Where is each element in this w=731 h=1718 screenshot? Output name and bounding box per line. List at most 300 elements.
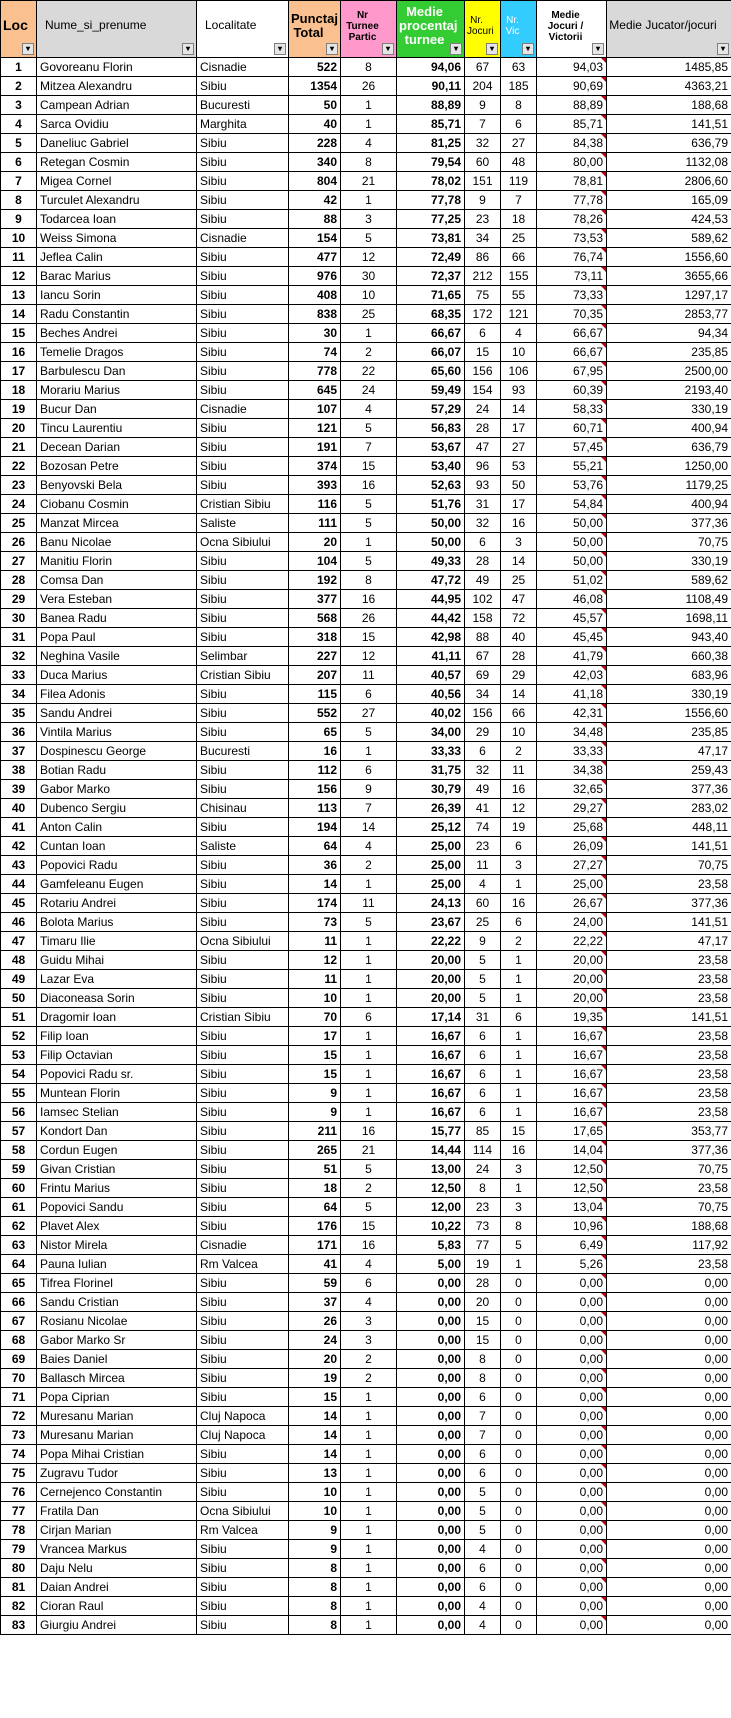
cell-medie-procentaj[interactable]: 25,00 [397,875,465,894]
cell-turnee[interactable]: 8 [341,153,397,172]
cell-victorii[interactable]: 14 [501,685,537,704]
cell-medie-jocuri-victorii[interactable]: 0,00 [537,1293,607,1312]
cell-medie-jucator-jocuri[interactable]: 2193,40 [607,381,731,400]
cell-victorii[interactable]: 16 [501,894,537,913]
cell-turnee[interactable]: 4 [341,134,397,153]
cell-nume[interactable]: Rotariu Andrei [37,894,197,913]
cell-nume[interactable]: Cuntan Ioan [37,837,197,856]
cell-loc[interactable]: 47 [1,932,37,951]
cell-punctaj[interactable]: 9 [289,1103,341,1122]
cell-punctaj[interactable]: 265 [289,1141,341,1160]
cell-medie-jucator-jocuri[interactable]: 448,11 [607,818,731,837]
cell-medie-procentaj[interactable]: 0,00 [397,1274,465,1293]
cell-loc[interactable]: 3 [1,96,37,115]
cell-victorii[interactable]: 25 [501,571,537,590]
cell-jocuri[interactable]: 7 [465,1407,501,1426]
cell-turnee[interactable]: 1 [341,1445,397,1464]
cell-nume[interactable]: Todarcea Ioan [37,210,197,229]
cell-loc[interactable]: 17 [1,362,37,381]
cell-loc[interactable]: 78 [1,1521,37,1540]
cell-victorii[interactable]: 93 [501,381,537,400]
cell-localitate[interactable]: Sibiu [197,1217,289,1236]
cell-medie-jocuri-victorii[interactable]: 41,18 [537,685,607,704]
cell-medie-procentaj[interactable]: 0,00 [397,1331,465,1350]
cell-nume[interactable]: Muresanu Marian [37,1407,197,1426]
cell-loc[interactable]: 56 [1,1103,37,1122]
cell-nume[interactable]: Iamsec Stelian [37,1103,197,1122]
cell-medie-procentaj[interactable]: 53,40 [397,457,465,476]
cell-medie-jucator-jocuri[interactable]: 353,77 [607,1122,731,1141]
cell-medie-jucator-jocuri[interactable]: 117,92 [607,1236,731,1255]
cell-victorii[interactable]: 4 [501,324,537,343]
cell-localitate[interactable]: Sibiu [197,856,289,875]
cell-punctaj[interactable]: 26 [289,1312,341,1331]
cell-medie-procentaj[interactable]: 47,72 [397,571,465,590]
cell-jocuri[interactable]: 47 [465,438,501,457]
cell-loc[interactable]: 35 [1,704,37,723]
cell-victorii[interactable]: 28 [501,647,537,666]
cell-loc[interactable]: 64 [1,1255,37,1274]
cell-medie-jocuri-victorii[interactable]: 32,65 [537,780,607,799]
cell-jocuri[interactable]: 6 [465,1578,501,1597]
cell-victorii[interactable]: 25 [501,229,537,248]
cell-turnee[interactable]: 1 [341,1616,397,1635]
cell-nume[interactable]: Barac Marius [37,267,197,286]
cell-loc[interactable]: 32 [1,647,37,666]
cell-medie-jucator-jocuri[interactable]: 23,58 [607,970,731,989]
cell-punctaj[interactable]: 88 [289,210,341,229]
cell-nume[interactable]: Mitzea Alexandru [37,77,197,96]
cell-turnee[interactable]: 12 [341,647,397,666]
cell-punctaj[interactable]: 115 [289,685,341,704]
cell-jocuri[interactable]: 31 [465,495,501,514]
cell-nume[interactable]: Zugravu Tudor [37,1464,197,1483]
cell-nume[interactable]: Jeflea Calin [37,248,197,267]
cell-victorii[interactable]: 0 [501,1350,537,1369]
cell-medie-jucator-jocuri[interactable]: 70,75 [607,1198,731,1217]
cell-loc[interactable]: 80 [1,1559,37,1578]
cell-jocuri[interactable]: 5 [465,1502,501,1521]
cell-punctaj[interactable]: 227 [289,647,341,666]
cell-loc[interactable]: 76 [1,1483,37,1502]
cell-victorii[interactable]: 7 [501,191,537,210]
cell-turnee[interactable]: 1 [341,1464,397,1483]
cell-localitate[interactable]: Sibiu [197,723,289,742]
cell-loc[interactable]: 77 [1,1502,37,1521]
cell-turnee[interactable]: 5 [341,723,397,742]
cell-loc[interactable]: 24 [1,495,37,514]
cell-medie-procentaj[interactable]: 16,67 [397,1084,465,1103]
cell-medie-jocuri-victorii[interactable]: 27,27 [537,856,607,875]
cell-turnee[interactable]: 1 [341,932,397,951]
cell-turnee[interactable]: 4 [341,837,397,856]
cell-medie-jocuri-victorii[interactable]: 0,00 [537,1426,607,1445]
cell-localitate[interactable]: Sibiu [197,77,289,96]
cell-nume[interactable]: Bozosan Petre [37,457,197,476]
cell-victorii[interactable]: 66 [501,704,537,723]
cell-jocuri[interactable]: 60 [465,153,501,172]
cell-turnee[interactable]: 1 [341,970,397,989]
cell-medie-jocuri-victorii[interactable]: 0,00 [537,1540,607,1559]
cell-localitate[interactable]: Sibiu [197,210,289,229]
cell-loc[interactable]: 21 [1,438,37,457]
filter-dropdown-icon[interactable]: ▾ [522,43,534,55]
cell-localitate[interactable]: Sibiu [197,1483,289,1502]
cell-turnee[interactable]: 1 [341,742,397,761]
cell-medie-jocuri-victorii[interactable]: 0,00 [537,1312,607,1331]
cell-nume[interactable]: Plavet Alex [37,1217,197,1236]
cell-turnee[interactable]: 25 [341,305,397,324]
cell-jocuri[interactable]: 49 [465,780,501,799]
cell-punctaj[interactable]: 1354 [289,77,341,96]
cell-medie-procentaj[interactable]: 79,54 [397,153,465,172]
cell-medie-jucator-jocuri[interactable]: 943,40 [607,628,731,647]
cell-medie-jucator-jocuri[interactable]: 0,00 [607,1369,731,1388]
cell-punctaj[interactable]: 804 [289,172,341,191]
cell-medie-jocuri-victorii[interactable]: 94,03 [537,58,607,77]
cell-nume[interactable]: Guidu Mihai [37,951,197,970]
cell-punctaj[interactable]: 74 [289,343,341,362]
cell-medie-jucator-jocuri[interactable]: 47,17 [607,742,731,761]
cell-localitate[interactable]: Sibiu [197,970,289,989]
cell-jocuri[interactable]: 34 [465,685,501,704]
cell-medie-jocuri-victorii[interactable]: 90,69 [537,77,607,96]
cell-medie-jocuri-victorii[interactable]: 60,39 [537,381,607,400]
cell-localitate[interactable]: Cristian Sibiu [197,666,289,685]
cell-jocuri[interactable]: 6 [465,1559,501,1578]
cell-turnee[interactable]: 4 [341,1293,397,1312]
cell-medie-jucator-jocuri[interactable]: 636,79 [607,438,731,457]
cell-medie-jocuri-victorii[interactable]: 10,96 [537,1217,607,1236]
cell-medie-jocuri-victorii[interactable]: 50,00 [537,533,607,552]
cell-turnee[interactable]: 1 [341,875,397,894]
cell-loc[interactable]: 68 [1,1331,37,1350]
cell-nume[interactable]: Giurgiu Andrei [37,1616,197,1635]
cell-nume[interactable]: Banea Radu [37,609,197,628]
cell-punctaj[interactable]: 228 [289,134,341,153]
cell-jocuri[interactable]: 28 [465,552,501,571]
cell-medie-jucator-jocuri[interactable]: 188,68 [607,1217,731,1236]
cell-medie-jucator-jocuri[interactable]: 330,19 [607,400,731,419]
cell-medie-jocuri-victorii[interactable]: 0,00 [537,1369,607,1388]
cell-medie-procentaj[interactable]: 51,76 [397,495,465,514]
cell-medie-jucator-jocuri[interactable]: 70,75 [607,856,731,875]
cell-medie-jocuri-victorii[interactable]: 0,00 [537,1331,607,1350]
cell-loc[interactable]: 29 [1,590,37,609]
cell-victorii[interactable]: 1 [501,989,537,1008]
cell-turnee[interactable]: 26 [341,77,397,96]
cell-victorii[interactable]: 1 [501,1103,537,1122]
cell-localitate[interactable]: Sibiu [197,191,289,210]
cell-jocuri[interactable]: 102 [465,590,501,609]
cell-medie-procentaj[interactable]: 16,67 [397,1065,465,1084]
cell-loc[interactable]: 40 [1,799,37,818]
cell-nume[interactable]: Baies Daniel [37,1350,197,1369]
cell-localitate[interactable]: Selimbar [197,647,289,666]
cell-turnee[interactable]: 1 [341,1046,397,1065]
cell-turnee[interactable]: 11 [341,894,397,913]
cell-localitate[interactable]: Sibiu [197,438,289,457]
cell-nume[interactable]: Popovici Radu [37,856,197,875]
cell-jocuri[interactable]: 77 [465,1236,501,1255]
cell-localitate[interactable]: Cluj Napoca [197,1407,289,1426]
cell-localitate[interactable]: Sibiu [197,1597,289,1616]
cell-localitate[interactable]: Sibiu [197,1350,289,1369]
cell-victorii[interactable]: 12 [501,799,537,818]
cell-punctaj[interactable]: 211 [289,1122,341,1141]
cell-medie-jocuri-victorii[interactable]: 0,00 [537,1521,607,1540]
cell-loc[interactable]: 1 [1,58,37,77]
cell-punctaj[interactable]: 778 [289,362,341,381]
cell-medie-jocuri-victorii[interactable]: 0,00 [537,1464,607,1483]
cell-medie-jocuri-victorii[interactable]: 0,00 [537,1578,607,1597]
cell-loc[interactable]: 10 [1,229,37,248]
cell-turnee[interactable]: 1 [341,1407,397,1426]
cell-jocuri[interactable]: 32 [465,134,501,153]
cell-medie-procentaj[interactable]: 0,00 [397,1407,465,1426]
cell-medie-jocuri-victorii[interactable]: 55,21 [537,457,607,476]
cell-turnee[interactable]: 5 [341,514,397,533]
cell-medie-jocuri-victorii[interactable]: 50,00 [537,552,607,571]
cell-victorii[interactable]: 1 [501,1179,537,1198]
cell-medie-procentaj[interactable]: 0,00 [397,1540,465,1559]
cell-jocuri[interactable]: 60 [465,894,501,913]
cell-victorii[interactable]: 3 [501,1160,537,1179]
cell-jocuri[interactable]: 67 [465,58,501,77]
cell-medie-jocuri-victorii[interactable]: 53,76 [537,476,607,495]
cell-punctaj[interactable]: 14 [289,1426,341,1445]
cell-punctaj[interactable]: 408 [289,286,341,305]
cell-turnee[interactable]: 3 [341,1331,397,1350]
cell-turnee[interactable]: 5 [341,1198,397,1217]
cell-medie-jucator-jocuri[interactable]: 0,00 [607,1407,731,1426]
cell-medie-procentaj[interactable]: 0,00 [397,1426,465,1445]
cell-turnee[interactable]: 1 [341,1597,397,1616]
cell-turnee[interactable]: 1 [341,1578,397,1597]
cell-medie-jucator-jocuri[interactable]: 0,00 [607,1483,731,1502]
cell-loc[interactable]: 74 [1,1445,37,1464]
cell-punctaj[interactable]: 8 [289,1616,341,1635]
cell-punctaj[interactable]: 20 [289,1350,341,1369]
cell-medie-procentaj[interactable]: 72,37 [397,267,465,286]
cell-turnee[interactable]: 1 [341,1483,397,1502]
cell-victorii[interactable]: 53 [501,457,537,476]
cell-medie-procentaj[interactable]: 40,57 [397,666,465,685]
cell-victorii[interactable]: 1 [501,1046,537,1065]
cell-medie-jocuri-victorii[interactable]: 34,38 [537,761,607,780]
cell-jocuri[interactable]: 6 [465,1445,501,1464]
cell-medie-jucator-jocuri[interactable]: 1179,25 [607,476,731,495]
cell-loc[interactable]: 13 [1,286,37,305]
cell-victorii[interactable]: 10 [501,723,537,742]
cell-medie-procentaj[interactable]: 34,00 [397,723,465,742]
cell-loc[interactable]: 44 [1,875,37,894]
cell-nume[interactable]: Manzat Mircea [37,514,197,533]
filter-dropdown-icon[interactable]: ▾ [274,43,286,55]
cell-localitate[interactable]: Sibiu [197,1198,289,1217]
cell-punctaj[interactable]: 15 [289,1065,341,1084]
cell-nume[interactable]: Banu Nicolae [37,533,197,552]
cell-victorii[interactable]: 0 [501,1578,537,1597]
cell-jocuri[interactable]: 8 [465,1369,501,1388]
cell-jocuri[interactable]: 204 [465,77,501,96]
cell-punctaj[interactable]: 838 [289,305,341,324]
cell-victorii[interactable]: 0 [501,1426,537,1445]
cell-jocuri[interactable]: 23 [465,1198,501,1217]
cell-victorii[interactable]: 3 [501,533,537,552]
cell-victorii[interactable]: 27 [501,134,537,153]
cell-turnee[interactable]: 1 [341,324,397,343]
cell-punctaj[interactable]: 8 [289,1578,341,1597]
cell-medie-jocuri-victorii[interactable]: 58,33 [537,400,607,419]
cell-loc[interactable]: 5 [1,134,37,153]
cell-nume[interactable]: Muntean Florin [37,1084,197,1103]
cell-medie-procentaj[interactable]: 20,00 [397,989,465,1008]
cell-loc[interactable]: 79 [1,1540,37,1559]
cell-nume[interactable]: Retegan Cosmin [37,153,197,172]
cell-medie-procentaj[interactable]: 0,00 [397,1369,465,1388]
cell-victorii[interactable]: 185 [501,77,537,96]
cell-victorii[interactable]: 0 [501,1407,537,1426]
cell-turnee[interactable]: 16 [341,1236,397,1255]
cell-loc[interactable]: 63 [1,1236,37,1255]
cell-loc[interactable]: 27 [1,552,37,571]
cell-medie-procentaj[interactable]: 22,22 [397,932,465,951]
cell-medie-procentaj[interactable]: 78,02 [397,172,465,191]
cell-medie-jocuri-victorii[interactable]: 45,45 [537,628,607,647]
cell-nume[interactable]: Filip Octavian [37,1046,197,1065]
cell-turnee[interactable]: 2 [341,343,397,362]
cell-medie-jucator-jocuri[interactable]: 23,58 [607,951,731,970]
cell-victorii[interactable]: 15 [501,1122,537,1141]
cell-medie-procentaj[interactable]: 0,00 [397,1616,465,1635]
cell-localitate[interactable]: Sibiu [197,552,289,571]
cell-medie-jocuri-victorii[interactable]: 16,67 [537,1103,607,1122]
cell-loc[interactable]: 14 [1,305,37,324]
cell-medie-jucator-jocuri[interactable]: 683,96 [607,666,731,685]
cell-turnee[interactable]: 1 [341,191,397,210]
cell-medie-jucator-jocuri[interactable]: 0,00 [607,1350,731,1369]
cell-medie-jucator-jocuri[interactable]: 23,58 [607,1084,731,1103]
cell-localitate[interactable]: Sibiu [197,286,289,305]
cell-victorii[interactable]: 2 [501,742,537,761]
cell-loc[interactable]: 83 [1,1616,37,1635]
cell-victorii[interactable]: 2 [501,932,537,951]
cell-medie-jocuri-victorii[interactable]: 25,68 [537,818,607,837]
cell-jocuri[interactable]: 151 [465,172,501,191]
cell-victorii[interactable]: 0 [501,1521,537,1540]
cell-nume[interactable]: Dragomir Ioan [37,1008,197,1027]
cell-jocuri[interactable]: 114 [465,1141,501,1160]
cell-nume[interactable]: Campean Adrian [37,96,197,115]
cell-medie-procentaj[interactable]: 42,98 [397,628,465,647]
cell-victorii[interactable]: 1 [501,951,537,970]
cell-medie-jucator-jocuri[interactable]: 0,00 [607,1559,731,1578]
cell-victorii[interactable]: 47 [501,590,537,609]
cell-nume[interactable]: Pauna Iulian [37,1255,197,1274]
cell-loc[interactable]: 19 [1,400,37,419]
cell-jocuri[interactable]: 86 [465,248,501,267]
cell-loc[interactable]: 58 [1,1141,37,1160]
cell-medie-jucator-jocuri[interactable]: 1556,60 [607,248,731,267]
cell-medie-procentaj[interactable]: 14,44 [397,1141,465,1160]
cell-medie-jucator-jocuri[interactable]: 0,00 [607,1597,731,1616]
cell-localitate[interactable]: Rm Valcea [197,1521,289,1540]
cell-medie-jucator-jocuri[interactable]: 94,34 [607,324,731,343]
cell-loc[interactable]: 45 [1,894,37,913]
cell-victorii[interactable]: 1 [501,1065,537,1084]
cell-medie-jocuri-victorii[interactable]: 20,00 [537,989,607,1008]
cell-medie-jucator-jocuri[interactable]: 589,62 [607,571,731,590]
cell-medie-procentaj[interactable]: 25,00 [397,837,465,856]
cell-loc[interactable]: 36 [1,723,37,742]
cell-nume[interactable]: Daian Andrei [37,1578,197,1597]
cell-turnee[interactable]: 5 [341,495,397,514]
cell-nume[interactable]: Dubenco Sergiu [37,799,197,818]
cell-medie-jucator-jocuri[interactable]: 0,00 [607,1293,731,1312]
cell-nume[interactable]: Timaru Ilie [37,932,197,951]
cell-localitate[interactable]: Sibiu [197,362,289,381]
cell-medie-jucator-jocuri[interactable]: 0,00 [607,1502,731,1521]
cell-loc[interactable]: 60 [1,1179,37,1198]
cell-medie-procentaj[interactable]: 71,65 [397,286,465,305]
cell-medie-jocuri-victorii[interactable]: 84,38 [537,134,607,153]
cell-jocuri[interactable]: 24 [465,400,501,419]
cell-medie-jocuri-victorii[interactable]: 20,00 [537,970,607,989]
cell-victorii[interactable]: 0 [501,1559,537,1578]
cell-localitate[interactable]: Chisinau [197,799,289,818]
cell-medie-procentaj[interactable]: 17,14 [397,1008,465,1027]
cell-medie-jucator-jocuri[interactable]: 70,75 [607,1160,731,1179]
cell-medie-jocuri-victorii[interactable]: 66,67 [537,343,607,362]
cell-medie-jucator-jocuri[interactable]: 283,02 [607,799,731,818]
cell-punctaj[interactable]: 14 [289,1445,341,1464]
cell-nume[interactable]: Bucur Dan [37,400,197,419]
cell-localitate[interactable]: Saliste [197,514,289,533]
cell-punctaj[interactable]: 10 [289,1502,341,1521]
cell-nume[interactable]: Botian Radu [37,761,197,780]
cell-medie-procentaj[interactable]: 59,49 [397,381,465,400]
cell-jocuri[interactable]: 23 [465,210,501,229]
cell-victorii[interactable]: 0 [501,1597,537,1616]
cell-jocuri[interactable]: 4 [465,875,501,894]
cell-nume[interactable]: Temelie Dragos [37,343,197,362]
cell-loc[interactable]: 46 [1,913,37,932]
cell-localitate[interactable]: Sibiu [197,1122,289,1141]
cell-punctaj[interactable]: 568 [289,609,341,628]
cell-medie-procentaj[interactable]: 24,13 [397,894,465,913]
cell-punctaj[interactable]: 50 [289,96,341,115]
cell-nume[interactable]: Iancu Sorin [37,286,197,305]
cell-punctaj[interactable]: 20 [289,533,341,552]
cell-turnee[interactable]: 21 [341,1141,397,1160]
cell-jocuri[interactable]: 6 [465,1027,501,1046]
cell-nume[interactable]: Daneliuc Gabriel [37,134,197,153]
cell-localitate[interactable]: Sibiu [197,989,289,1008]
cell-jocuri[interactable]: 154 [465,381,501,400]
cell-localitate[interactable]: Sibiu [197,913,289,932]
cell-medie-procentaj[interactable]: 20,00 [397,970,465,989]
cell-nume[interactable]: Cordun Eugen [37,1141,197,1160]
cell-medie-jucator-jocuri[interactable]: 2806,60 [607,172,731,191]
cell-victorii[interactable]: 14 [501,400,537,419]
cell-punctaj[interactable]: 116 [289,495,341,514]
cell-medie-procentaj[interactable]: 16,67 [397,1027,465,1046]
cell-medie-jucator-jocuri[interactable]: 636,79 [607,134,731,153]
cell-loc[interactable]: 31 [1,628,37,647]
cell-medie-jocuri-victorii[interactable]: 73,53 [537,229,607,248]
cell-medie-jucator-jocuri[interactable]: 377,36 [607,780,731,799]
